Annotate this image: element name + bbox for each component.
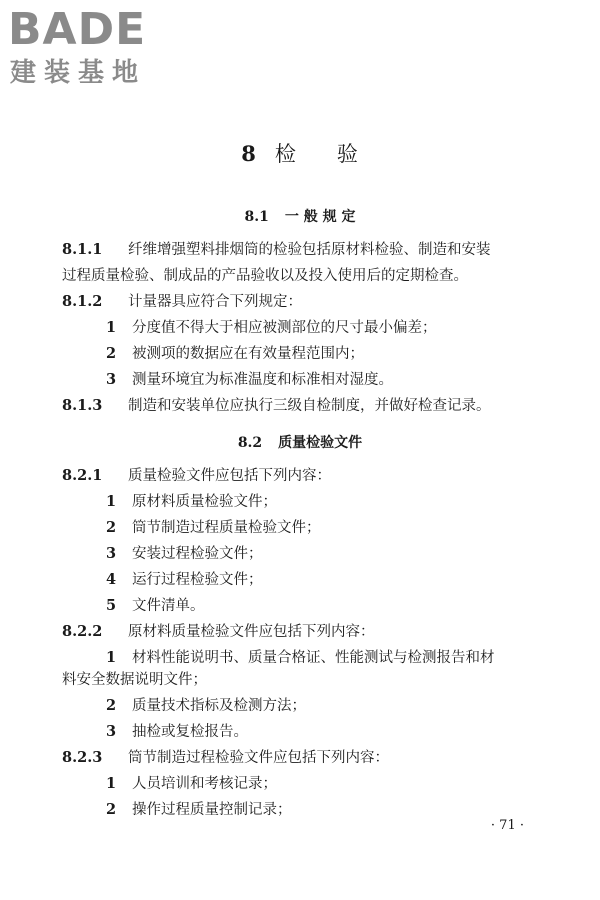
list-item	[106, 370, 393, 390]
section-number: 8.2	[237, 435, 263, 451]
item-number: 5	[106, 597, 117, 614]
item-number: 1	[106, 493, 117, 510]
item-number: 1	[106, 649, 117, 666]
list-item	[106, 596, 205, 616]
item-text: 被测项的数据应在有效量程范围内；	[132, 346, 364, 362]
section-heading-8-1	[0, 206, 600, 226]
item-number: 3	[106, 723, 117, 740]
list-item	[106, 318, 437, 338]
item-number: 1	[106, 319, 117, 336]
item-text: 操作过程质量控制记录；	[132, 802, 292, 818]
item-text: 抽检或复检报告。	[132, 724, 248, 740]
clause-number: 8.2.2	[62, 623, 103, 640]
section-number: 8.1	[244, 209, 269, 225]
clause-8-1-3	[62, 396, 491, 416]
list-item	[106, 570, 263, 590]
item-text: 测量环境宜为标准温度和标准相对湿度。	[132, 372, 393, 388]
list-item	[106, 544, 263, 564]
item-number: 2	[106, 697, 117, 714]
list-item	[106, 774, 277, 794]
list-item	[106, 800, 292, 820]
logo-wordmark: BADE	[8, 4, 147, 55]
clause-text: 筒节制造过程检验文件应包括下列内容：	[128, 750, 389, 766]
clause-8-2-2	[62, 622, 375, 642]
clause-number: 8.2.1	[62, 467, 103, 484]
item-number: 3	[106, 371, 117, 388]
item-text: 原材料质量检验文件；	[132, 494, 277, 510]
list-item	[106, 648, 495, 668]
clause-number: 8.1.1	[62, 241, 103, 258]
item-text: 人员培训和考核记录；	[132, 776, 277, 792]
page-number: · 71 ·	[490, 818, 524, 833]
item-number: 3	[106, 545, 117, 562]
clause-8-2-1	[62, 466, 331, 486]
section-heading-8-2	[0, 432, 600, 452]
item-text: 质量技术指标及检测方法；	[132, 698, 306, 714]
item-text: 安装过程检验文件；	[132, 546, 263, 562]
clause-number: 8.1.2	[62, 293, 103, 310]
item-text: 筒节制造过程质量检验文件；	[132, 520, 321, 536]
clause-number: 8.2.3	[62, 749, 103, 766]
item-text: 材料性能说明书、质量合格证、性能测试与检测报告和材	[132, 650, 495, 666]
section-title: 质量检验文件	[278, 435, 363, 451]
item-number: 2	[106, 519, 117, 536]
logo	[8, 6, 178, 88]
chapter-title	[0, 138, 600, 168]
list-item	[106, 344, 364, 364]
clause-8-1-2	[62, 292, 302, 312]
list-item	[106, 518, 321, 538]
item-text: 料安全数据说明文件；	[62, 672, 207, 688]
item-text: 文件清单。	[132, 598, 205, 614]
item-number: 1	[106, 775, 117, 792]
clause-text: 过程质量检验、制成品的产品验收以及投入使用后的定期检查。	[62, 268, 468, 284]
list-item-continued	[62, 670, 207, 690]
item-text: 分度值不得大于相应被测部位的尺寸最小偏差；	[132, 320, 437, 336]
list-item	[106, 492, 277, 512]
list-item	[106, 722, 248, 742]
chapter-number: 8	[241, 141, 257, 166]
item-text: 运行过程检验文件；	[132, 572, 263, 588]
chapter-title-char-1: 检	[274, 142, 297, 166]
clause-text: 计量器具应符合下列规定：	[128, 294, 302, 310]
item-number: 4	[106, 571, 117, 588]
item-number: 2	[106, 345, 117, 362]
clause-8-1-1	[62, 240, 491, 260]
list-item	[106, 696, 306, 716]
section-title: 一 般 规 定	[284, 209, 356, 225]
clause-8-1-1-continued	[62, 266, 468, 286]
clause-8-2-3	[62, 748, 389, 768]
clause-number: 8.1.3	[62, 397, 103, 414]
clause-text: 原材料质量检验文件应包括下列内容：	[128, 624, 375, 640]
clause-text: 质量检验文件应包括下列内容：	[128, 468, 331, 484]
clause-text: 制造和安装单位应执行三级自检制度，并做好检查记录。	[128, 398, 491, 414]
clause-text: 纤维增强塑料排烟筒的检验包括原材料检验、制造和安装	[128, 242, 491, 258]
logo-chinese-text: 建装基地	[10, 58, 147, 88]
chapter-title-char-2: 验	[336, 142, 359, 166]
item-number: 2	[106, 801, 117, 818]
